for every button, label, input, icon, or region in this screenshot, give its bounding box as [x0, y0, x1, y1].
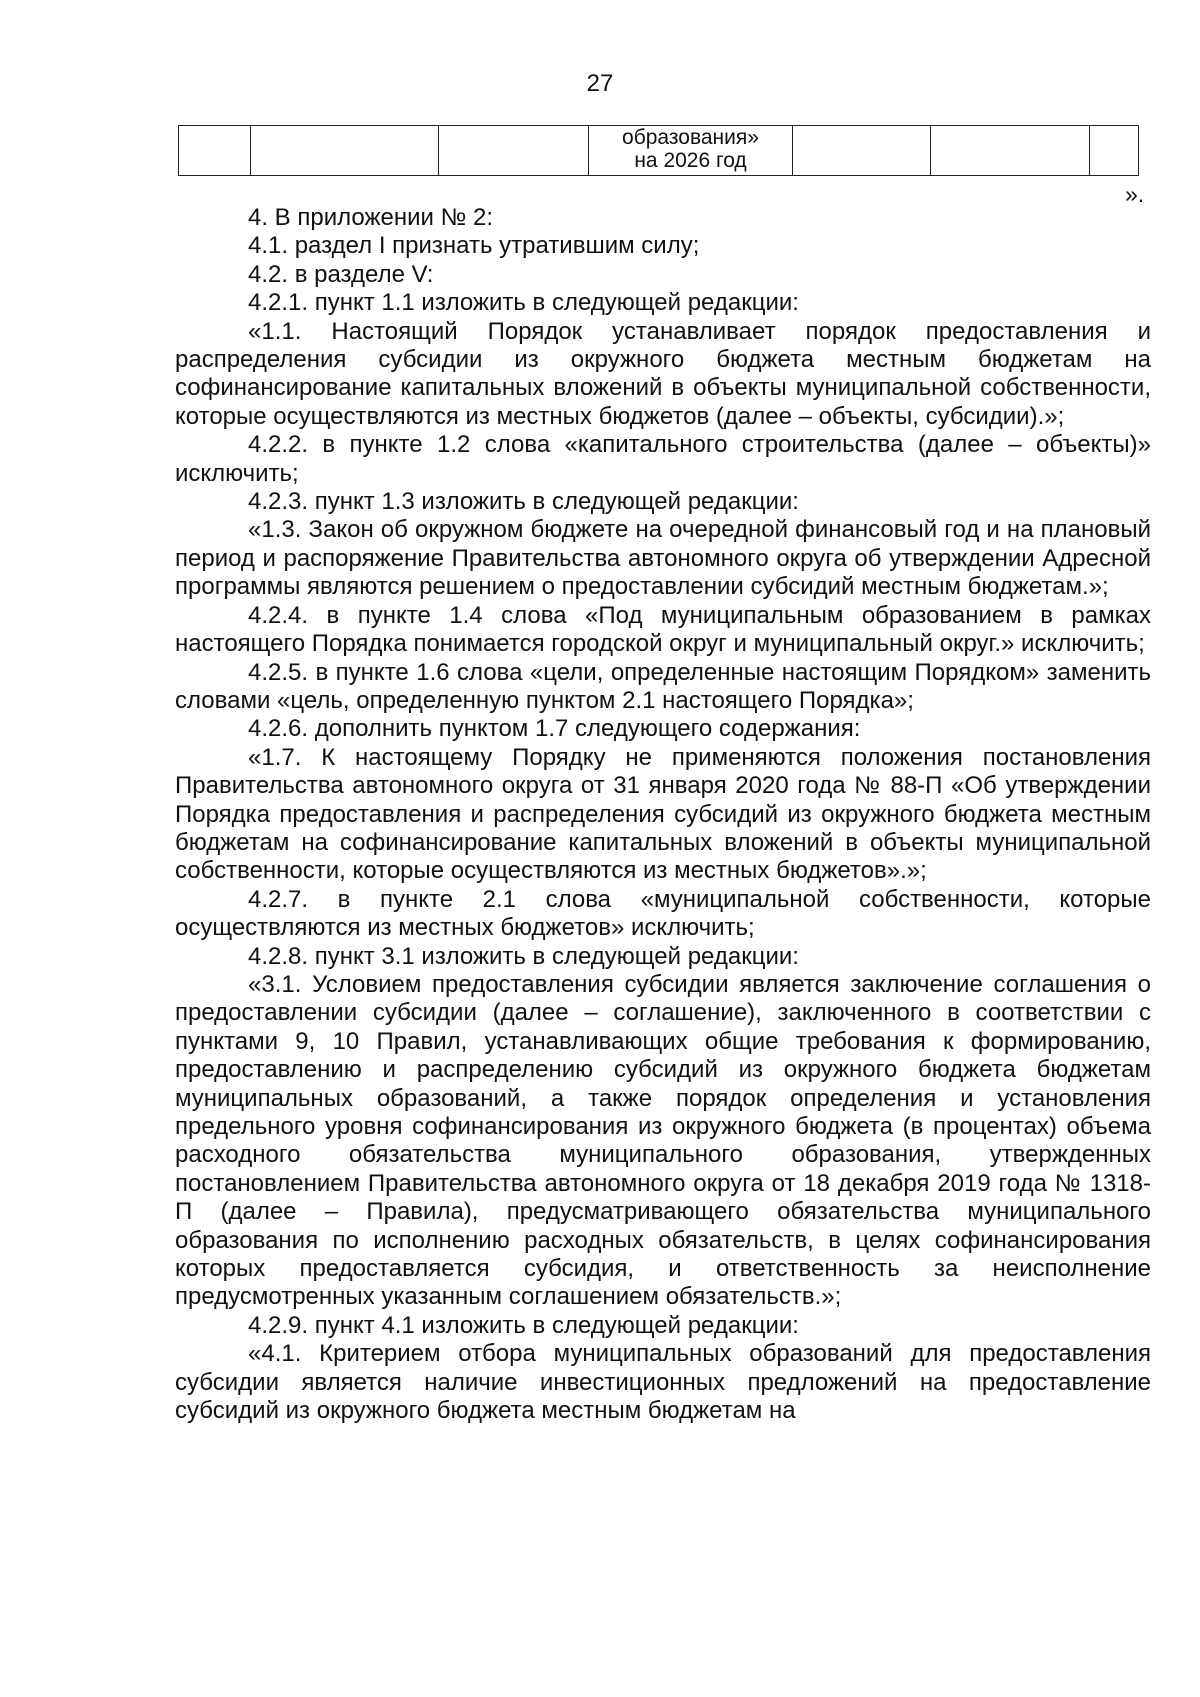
paragraph: 4.2.1. пункт 1.1 изложить в следующей редакции:	[248, 289, 799, 317]
table-cell	[793, 126, 931, 176]
closing-mark: ».	[1125, 181, 1145, 207]
paragraph: «1.3. Закон об окружном бюджете на очередной финансовый год и на плановый период и распоряжение Правительства автономного округа об утверждении Адресной программы являются решением о предоставлении субсидий местным бюджетам.»;	[175, 516, 1151, 601]
table-cell	[439, 126, 589, 176]
paragraph: 4.2.4. в пункте 1.4 слова «Под муниципальным образованием в рамках настоящего Порядка понимается городской округ и муниципальный округ.» исключить;	[175, 601, 1151, 658]
table-cell	[251, 126, 439, 176]
table-cell	[1090, 126, 1139, 176]
paragraph: «3.1. Условием предоставления субсидии является заключение соглашения о предоставлении субсидии (далее – соглашение), заключенного в соответствии с пунктами 9, 10 Правил, устанавливающих общие требования к формированию, предоставлению и распределению субсидий из окружного бюджета бюджетам муниципальных образований, а также порядок определения и установления предельного уровня софинансирования из окружного бюджета (в процентах) объема расходного обязательства муниципального образования, утвержденных постановлением Правительства автономного округа от 18 декабря 2019 года № 1318-П (далее – Правила), предусматривающего обязательства муниципального образования по исполнению расходных обязательств, в целях софинансирования которых предоставляется субсидия, и ответственность за неисполнение предусмотренных указанным соглашением обязательств.»;	[175, 970, 1151, 1311]
table-cell-line: на 2026 год	[634, 149, 747, 172]
paragraph: 4. В приложении № 2:	[248, 204, 494, 231]
table-cell	[589, 126, 793, 176]
page-number: 27	[586, 70, 614, 97]
paragraph: 4.2.3. пункт 1.3 изложить в следующей редакции:	[248, 488, 799, 516]
paragraph: 4.1. раздел I признать утратившим силу;	[248, 232, 700, 260]
paragraph: 4.2.8. пункт 3.1 изложить в следующей редакции:	[248, 942, 799, 970]
table-cell	[931, 126, 1090, 176]
paragraph: «1.7. К настоящему Порядку не применяются положения постановления Правительства автономного округа от 31 января 2020 года № 88-П «Об утверждении Порядка предоставления и распределения субсидий из окружного бюджета местным бюджетам на софинансирование капитальных вложений в объекты муниципальной собственности, которые осуществляются из местных бюджетов».»;	[175, 743, 1151, 885]
paragraph: 4.2.7. в пункте 2.1 слова «муниципальной собственности, которые осуществляются из местных бюджетов» исключить;	[175, 885, 1151, 942]
paragraph: «4.1. Критерием отбора муниципальных образований для предоставления субсидии является наличие инвестиционных предложений на предоставление субсидий из окружного бюджета местным бюджетам на	[175, 1340, 1151, 1425]
paragraph: 4.2.2. в пункте 1.2 слова «капитального строительства (далее – объекты)» исключить;	[175, 431, 1151, 487]
paragraph: 4.2. в разделе V:	[248, 260, 434, 288]
table-fragment	[178, 125, 1139, 176]
table-row	[179, 126, 1139, 176]
paragraph: 4.2.6. дополнить пунктом 1.7 следующего содержания:	[248, 715, 861, 743]
paragraph: 4.2.5. в пункте 1.6 слова «цели, определенные настоящим Порядком» заменить словами «цель, определенную пунктом 2.1 настоящего Порядка»;	[175, 658, 1151, 714]
paragraph: «1.1. Настоящий Порядок устанавливает порядок предоставления и распределения субсидии из окружного бюджета местным бюджетам на софинансирование капитальных вложений в объекты муниципальной собственности, которые осуществляются из местных бюджетов (далее – объекты, субсидии).»;	[175, 317, 1151, 430]
table-cell-line: образования»	[622, 126, 759, 149]
paragraph: 4.2.9. пункт 4.1 изложить в следующей редакции:	[248, 1311, 799, 1339]
table-cell	[179, 126, 251, 176]
document-body	[175, 204, 1151, 1425]
